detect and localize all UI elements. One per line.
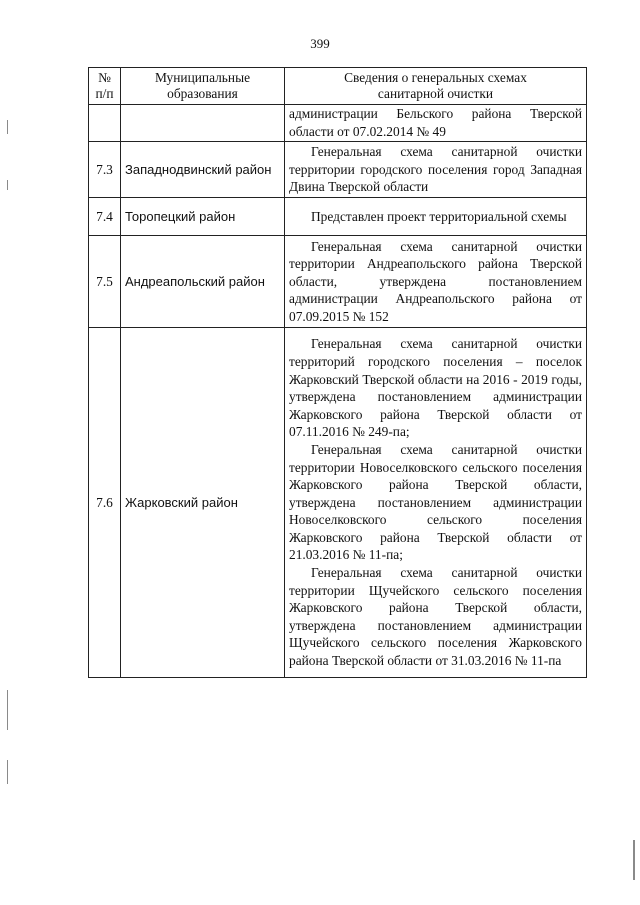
row-municipality: Торопецкий район: [121, 198, 285, 236]
row-municipality: [121, 105, 285, 142]
header-number: № п/п: [89, 68, 121, 105]
scheme-paragraph: Генеральная схема санитарной очистки территории Новоселковского сельского поселения Жарковского района Тверской области, утверждена постановлением администрации Новоселковского сельского поселения Жарковского района Тверской области от 21.03.2016 № 11-па;: [289, 441, 582, 563]
table-row: [89, 328, 587, 678]
row-scheme-info: [285, 236, 587, 328]
header-scheme-info: Сведения о генеральных схемах санитарной очистки: [285, 68, 587, 105]
scan-margin-mark: [7, 760, 8, 784]
table-row: [89, 236, 587, 328]
row-number: 7.4: [89, 198, 121, 236]
table-row: [89, 142, 587, 198]
row-municipality: Андреапольский район: [121, 236, 285, 328]
header-municipality: Муниципальные образования: [121, 68, 285, 105]
row-number: 7.5: [89, 236, 121, 328]
row-scheme-info: [285, 328, 587, 678]
page-number: 399: [310, 36, 330, 51]
sanitation-schemes-table: [88, 67, 587, 678]
scan-margin-mark: [7, 180, 8, 190]
table-row: [89, 105, 587, 142]
scheme-paragraph: Генеральная схема санитарной очистки территории Андреапольского района Тверской области, утверждена постановлением администрации Андреапольского района от 07.09.2015 № 152: [289, 238, 582, 324]
row-municipality: Западнодвинский район: [121, 142, 285, 198]
row-scheme-info: [285, 105, 587, 142]
table-header-row: [89, 68, 587, 105]
row-number: 7.6: [89, 328, 121, 678]
row-scheme-info: [285, 142, 587, 198]
scheme-paragraph: администрации Бельского района Тверской области от 07.02.2014 № 49: [289, 106, 582, 139]
scan-margin-mark: [633, 840, 635, 880]
row-number: [89, 105, 121, 142]
row-municipality: Жарковский район: [121, 328, 285, 678]
scheme-paragraph: Генеральная схема санитарной очистки территории городского поселения город Западная Двина Тверской области: [289, 144, 582, 195]
row-scheme-info: [285, 198, 587, 236]
row-number: 7.3: [89, 142, 121, 198]
table-row: [89, 198, 587, 236]
scan-margin-mark: [7, 120, 8, 134]
scan-margin-mark: [7, 690, 8, 730]
scheme-paragraph: Генеральная схема санитарной очистки территории Щучейского сельского поселения Жарковского района Тверской области, утверждена постановлением администрации Щучейского сельского поселения Жарковского района Тверской области от 31.03.2016 № 11-па: [289, 565, 582, 669]
scheme-paragraph: Представлен проект территориальной схемы: [311, 208, 567, 224]
scheme-paragraph: Генеральная схема санитарной очистки территорий городского поселения – поселок Жарковский Тверской области на 2016 - 2019 годы, утверждена постановлением администрации Жарковского района Тверской области от 07.11.2016 № 249-па;: [289, 336, 582, 440]
